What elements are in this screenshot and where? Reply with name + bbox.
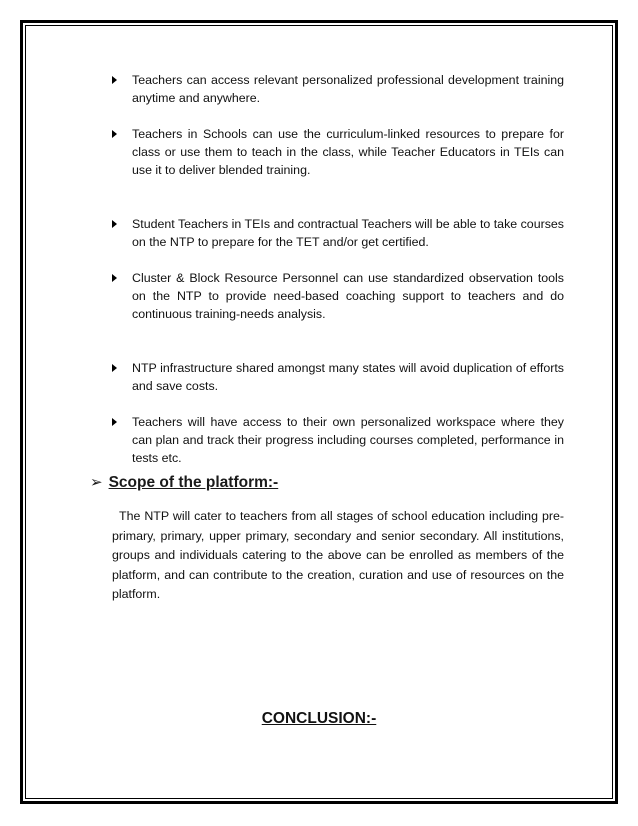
bullet-item bbox=[112, 269, 564, 323]
triangle-bullet-icon bbox=[112, 130, 117, 138]
bullet-item bbox=[112, 413, 564, 467]
arrow-bullet-icon: ➢ bbox=[90, 474, 103, 491]
triangle-bullet-icon bbox=[112, 220, 117, 228]
bullet-item bbox=[112, 71, 564, 107]
scope-heading-label: Scope of the platform:- bbox=[108, 474, 279, 491]
conclusion-heading: CONCLUSION:- bbox=[261, 710, 377, 727]
bullet-text: Teachers in Schools can use the curriculum-linked resources to prepare for class or use them to teach in the class, while Teacher Educators in TEIs can use it to deliver blended training. bbox=[132, 127, 564, 177]
bullet-item bbox=[112, 359, 564, 395]
triangle-bullet-icon bbox=[112, 418, 117, 426]
bullet-text: Teachers will have access to their own personalized workspace where they can plan and track their progress including courses completed, performance in tests etc. bbox=[132, 415, 564, 465]
bullet-item bbox=[112, 125, 564, 179]
bullet-text: Teachers can access relevant personalized professional development training anytime and anywhere. bbox=[132, 73, 564, 105]
bullet-list bbox=[112, 71, 564, 467]
bullet-text: NTP infrastructure shared amongst many states will avoid duplication of efforts and save costs. bbox=[132, 361, 564, 393]
triangle-bullet-icon bbox=[112, 364, 117, 372]
triangle-bullet-icon bbox=[112, 274, 117, 282]
bullet-text: Student Teachers in TEIs and contractual Teachers will be able to take courses on the NTP to prepare for the TET and/or get certified. bbox=[132, 217, 564, 249]
triangle-bullet-icon bbox=[112, 76, 117, 84]
scope-paragraph: The NTP will cater to teachers from all stages of school education including pre-primary, primary, upper primary, secondary and senior secondary. All institutions, groups and individuals catering to the above can be enrolled as members of the platform, and can contribute to the creation, curation and use of resources on the platform. bbox=[112, 509, 564, 601]
scope-heading bbox=[90, 473, 278, 492]
bullet-item bbox=[112, 215, 564, 251]
bullet-text: Cluster & Block Resource Personnel can use standardized observation tools on the NTP to provide need-based coaching support to teachers and do continuous training-needs analysis. bbox=[132, 271, 564, 321]
